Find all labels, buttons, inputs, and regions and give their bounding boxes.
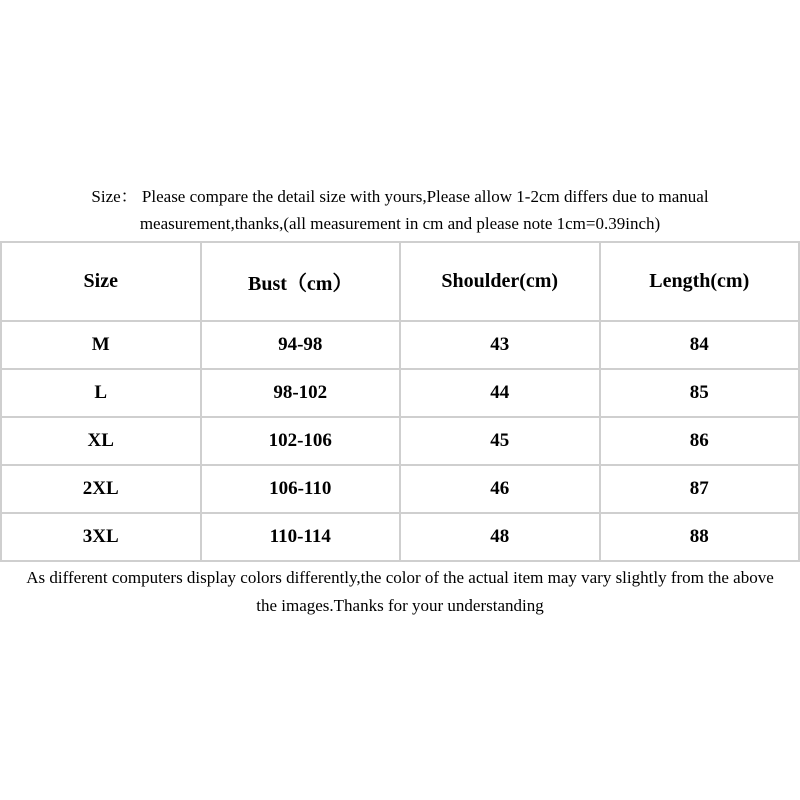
cell-size: L	[1, 369, 201, 417]
bottom-note	[0, 564, 800, 620]
cell-bust: 102-106	[201, 417, 401, 465]
cell-shoulder: 44	[400, 369, 600, 417]
table-row-l	[1, 369, 799, 417]
cell-bust: 94-98	[201, 321, 401, 369]
table-row-3xl	[1, 513, 799, 561]
column-header-length: Length(cm)	[600, 242, 800, 321]
size-table-body	[1, 321, 799, 561]
cell-length: 86	[600, 417, 800, 465]
bottom-note-line-1: As different computers display colors differently,the color of the actual item may vary slightly from the above	[26, 568, 774, 587]
size-table-header-row	[1, 242, 799, 321]
column-header-size: Size	[1, 242, 201, 321]
table-row-xl	[1, 417, 799, 465]
top-note-line-2: measurement,thanks,(all measurement in cm and please note 1cm=0.39inch)	[139, 214, 661, 233]
cell-shoulder: 45	[400, 417, 600, 465]
cell-length: 84	[600, 321, 800, 369]
top-note-line-1: Size： Please compare the detail size with yours,Please allow 1-2cm differs due to manual	[91, 187, 709, 206]
cell-bust: 110-114	[201, 513, 401, 561]
cell-shoulder: 43	[400, 321, 600, 369]
cell-shoulder: 46	[400, 465, 600, 513]
bottom-note-line-2: the images.Thanks for your understanding	[256, 596, 544, 615]
cell-shoulder: 48	[400, 513, 600, 561]
cell-bust: 106-110	[201, 465, 401, 513]
column-header-bust: Bust（cm）	[201, 242, 401, 321]
cell-length: 88	[600, 513, 800, 561]
cell-size: XL	[1, 417, 201, 465]
cell-size: M	[1, 321, 201, 369]
top-note	[0, 183, 800, 237]
table-row-m	[1, 321, 799, 369]
cell-size: 2XL	[1, 465, 201, 513]
column-header-shoulder: Shoulder(cm)	[400, 242, 600, 321]
size-table-head	[1, 242, 799, 321]
cell-length: 87	[600, 465, 800, 513]
size-table	[0, 241, 800, 562]
cell-length: 85	[600, 369, 800, 417]
table-row-2xl	[1, 465, 799, 513]
cell-size: 3XL	[1, 513, 201, 561]
cell-bust: 98-102	[201, 369, 401, 417]
